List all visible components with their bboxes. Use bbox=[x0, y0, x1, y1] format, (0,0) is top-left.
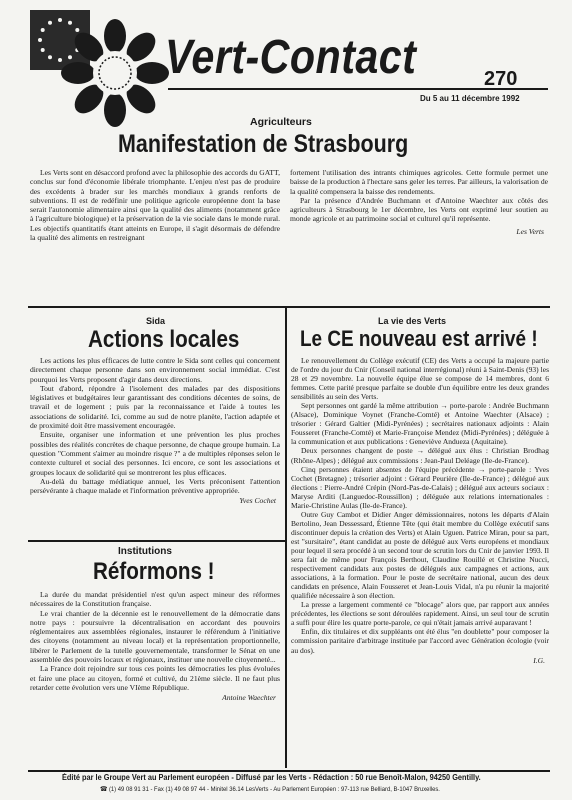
article4-paragraph: Deux personnes changent de poste → délégué aux élus : Christian Brodhag (Rhône-Alpes) ; délégué aux commissions : Jean-Paul Deléage (Ile-de-France). bbox=[291, 446, 549, 465]
article4-body bbox=[291, 356, 549, 665]
article2-paragraph: Les actions les plus efficaces de lutte contre le Sida sont celles qui concernent directement chaque personne dans son environnement social immédiat. C'est pourquoi les Verts proposent d'agir dans deux directions. bbox=[30, 356, 280, 384]
footer-rule bbox=[28, 770, 550, 772]
article2-paragraph: Ensuite, organiser une information et une prévention les plus proches possibles des réalités concrètes de chaque personne, de chaque groupe humain. La question "Comment s'aimer au moindre risque ?" a de multiples réponses selon le contexte culturel et social des personnes. Ici encore, ce sont les associations et groupes locaux de solidarité qui se montreront les plus efficaces. bbox=[30, 430, 280, 477]
article2-body bbox=[30, 356, 280, 505]
sunflower-icon bbox=[60, 18, 170, 128]
article3-body bbox=[30, 590, 280, 702]
article4-paragraph: Le renouvellement du Collège exécutif (CE) des Verts a occupé la majeure partie de l'ordre du jour du Cnir (Conseil national interrégional) réuni à Saint-Denis (93) les 28 et 29 novembre. La nouvelle équipe élue se compose de 14 membres, dont 6 femmes. Cette parité presque parfaite se double d'un équilibre entre les deux grandes sensibilités au sein des Verts. bbox=[291, 356, 549, 402]
article3-paragraph: Le vrai chantier de la décennie est le renouvellement de la démocratie dans notre pays : poursuivre la décentralisation en accordant des pouvoirs réglementaires aux assemblées régionales, instaurer le référendum à l'initiative des citoyens (notamment au niveau local) et la représentation proportionnelle, libérer le Parlement de la tutelle gouvernementale, transformer le Sénat en une assemblée des pouvoirs locaux et régionaux, instituer une nouvelle citoyenneté... bbox=[30, 608, 280, 665]
article2-paragraph: Tout d'abord, répondre à l'isolement des malades par des dispositions législatives et budgétaires leur garantissant des conditions décentes de soins, de travail et de logement ; puis par la reconnaissance et l'aide à toutes les associations de solidarité. Ici, comme au sud de notre planète, l'action adaptée et de proximité doit être massivement encouragée. bbox=[30, 383, 280, 431]
article2-signature: Yves Cochet bbox=[239, 496, 276, 506]
footer-line-2: ☎ (1) 49 08 91 31 - Fax (1) 49 08 97 44 - Minitel 36.14 LesVerts - Au Parlement Européen : 97-113 rue Belliard, B-1047 Bruxelles. bbox=[100, 786, 440, 793]
left-column-divider bbox=[28, 540, 285, 542]
article4-signature: I.G. bbox=[533, 655, 545, 665]
article2-kicker: Sida bbox=[146, 316, 166, 326]
article3-title: Réformons ! bbox=[93, 558, 215, 585]
article3-paragraph: La France doit rejoindre sur tous ces points les démocraties les plus évoluées et faire une place au citoyen, formé et cultivé, du 21ème siècle. Il ne faut plus retarder cette évolution vers une VIème République. bbox=[30, 664, 280, 692]
article4-title: Le CE nouveau est arrivé ! bbox=[300, 326, 538, 351]
footer-line-1: Édité par le Groupe Vert au Parlement européen - Diffusé par les Verts - Rédaction : 50 rue Benoît-Malon, 94250 Gentilly. bbox=[62, 773, 481, 782]
article1-signature: Les Verts bbox=[516, 226, 544, 236]
article1-left-column bbox=[30, 168, 280, 242]
article1-left-text: Les Verts sont en désaccord profond avec la philosophie des accords du GATT, conclus sur fond d'économie libérale triomphante. L'enjeu n'est pas de produire des excédents à brader sur les marchés mondiaux à grands renforts de subventions. Il est de redéfinir une politique agricole européenne dont la base serait l'autonomie alimentaire ainsi que la qualité des aliments (notamment grâce à l'agriculture biologique) et la préservation de la vie sociale dans le monde rural. Les objectifs quantitatifs étant atteints en Europe, il s'agit désormais de défendre la qualité des aliments en restreignant bbox=[30, 168, 280, 243]
issue-number: 270 bbox=[484, 68, 518, 90]
issue-dates: Du 5 au 11 décembre 1992 bbox=[420, 94, 520, 103]
masthead-title: Vert-Contact bbox=[165, 31, 417, 84]
article4-paragraph: La presse a largement commenté ce "blocage" alors que, par rapport aux années précédentes, les élections se sont déroulées rapidement. Ainsi, un seul tour de scrutin a suffi pour élire les quatre porte-parole, ce qui n'était jamais arrivé auparavant ! bbox=[291, 600, 549, 628]
article3-paragraph: La durée du mandat présidentiel n'est qu'un aspect mineur des réformes nécessaires de la Constitution française. bbox=[30, 590, 280, 609]
article2-title: Actions locales bbox=[88, 326, 240, 353]
article1-kicker: Agriculteurs bbox=[250, 116, 312, 128]
article4-paragraph: Cinq personnes étaient absentes de l'équipe précédente → porte-parole : Yves Cochet (Bretagne) ; trésorier adjoint : Gérard Peurière (Ile-de-France) ; délégué aux élections : Pierre-André Crépin (Nord-Pas-de-Calais) ; délégué aux acteurs sociaux : Maryse Arditi (Languedoc-Roussillon) ; déléguée aux relations internationales : Marie-Christine Aulas (Ile-de-France). bbox=[291, 464, 549, 510]
article1-right-text-1: fortement l'utilisation des intrants chimiques agricoles. Cette formule permet une baisse de la production à l'hectare sans geler les terres. Par ailleurs, la valorisation de la qualité compensera la baisse des rendements. bbox=[290, 168, 548, 196]
article2-paragraph: Au-delà du battage médiatique annuel, les Verts préconisent l'attention persévérante à chaque malade et l'information préventive appropriée. bbox=[30, 476, 280, 496]
article4-paragraph: Sept personnes ont gardé la même attribution → porte-parole : Andrée Buchmann (Alsace), Dominique Voynet (Franche-Comté) et Antoine Waechter (Alsace) ; trésorier : Gérard Galtier (Midi-Pyrénées) ; secrétaires nationaux adjoints : Alain Fousseret (Franche-Comté) et Marie-Françoise Mendez (Midi-Pyrénées) ; déléguée à la communication et aux publications : Geneviève Andueza (Aquitaine). bbox=[291, 401, 549, 447]
article3-signature: Antoine Waechter bbox=[222, 693, 276, 703]
article4-paragraph: Enfin, dix titulaires et dix suppléants ont été élus "en doublette" pour composer la commission paritaire d'arbitrage instituée par l'accord avec Génération écologie (voir au dos). bbox=[291, 627, 549, 655]
section-divider bbox=[28, 306, 550, 308]
article1-right-column bbox=[290, 168, 548, 236]
article3-kicker: Institutions bbox=[118, 546, 172, 557]
sunflower-logo bbox=[60, 18, 170, 128]
column-divider bbox=[285, 308, 287, 768]
article1-title: Manifestation de Strasbourg bbox=[118, 130, 409, 158]
article4-paragraph: Outre Guy Cambot et Didier Anger démissionnaires, notons les départs d'Alain Bertolino, Jean Dessessard, Étienne Tête (qui était membre du Collège exécutif sans discontinuer depuis la création des Verts) et Alain Uguen. Patrice Miran, pour sa part, est "sursitaire", étant candidat au poste de délégué aux Verts européens et mondiaux pour lequel il sera procédé à un second tour de scrutin lors du Cnir de janvier 1993. Il sera fait de même pour François Berthout, Claudine Rouillé et Christine Nucci, respectivement candidats aux postes de délégués aux campagnes et actions, aux associations, à la formation. Pour le poste de secrétaire national, aucun des deux candidats en présence, Alain Fousseret et Jean-Louis Vidal, n'a pu réunir la majorité qualifiée nécessaire à son élection. bbox=[291, 509, 549, 601]
article4-kicker: La vie des Verts bbox=[378, 316, 447, 326]
article1-right-text-2: Par la présence d'Andrée Buchmann et d'Antoine Waechter aux côtés des agriculteurs à Strasbourg le 1er décembre, les Verts ont exprimé leur soutien au monde agricole et au patrimoine social et culturel qu'il représente. bbox=[290, 195, 548, 224]
